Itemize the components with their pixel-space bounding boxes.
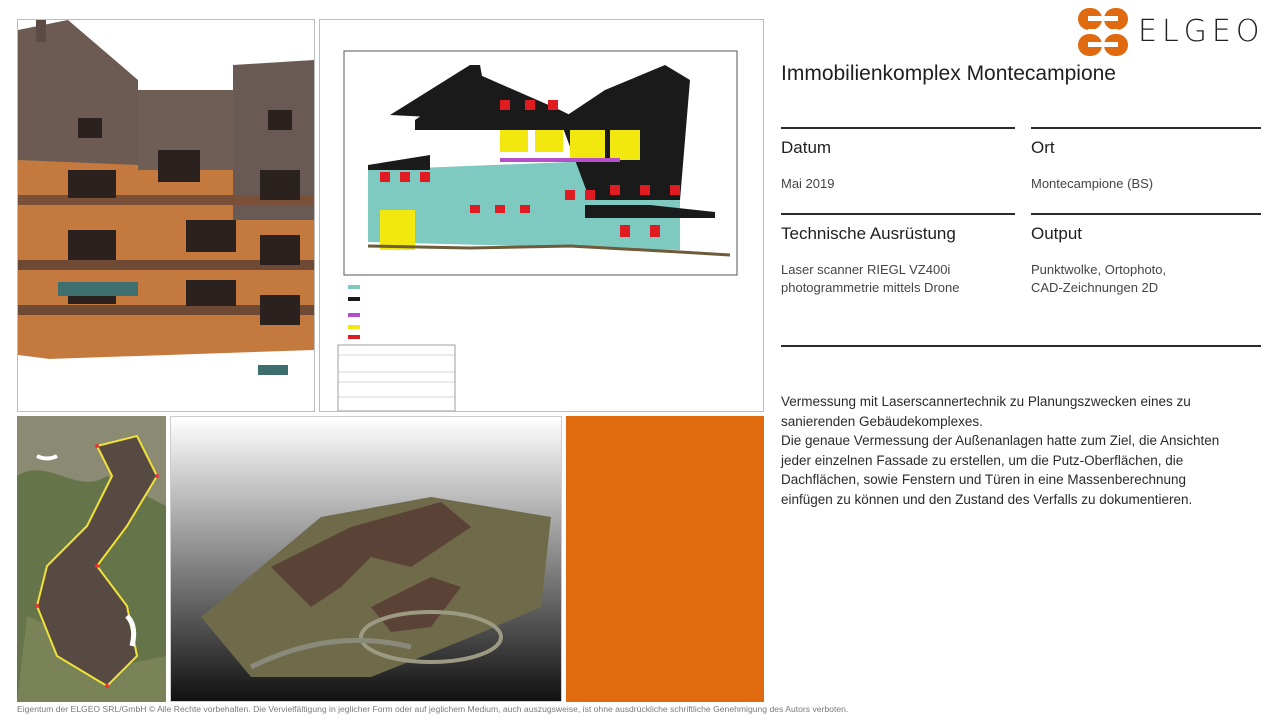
- output-value-line1: Punktwolke, Ortophoto,: [1031, 262, 1167, 277]
- divider: [1031, 213, 1261, 215]
- cad-facade-drawing: [319, 19, 764, 412]
- description-paragraph-2: Die genaue Vermessung der Außenanlagen hatte zum Ziel, die Ansichten jeder einzelnen Fassade zu erstellen, um die Putz-Oberflächen, die Dachflächen, sowie Fenstern und Türen in eine Massenberechnung einfügen zu können und den Zustand des Verfalls zu dokumentieren.: [781, 433, 1220, 507]
- divider: [1031, 127, 1261, 129]
- project-description: [781, 392, 1221, 509]
- output-label: Output: [1031, 224, 1083, 243]
- place-value: Montecampione (BS): [1031, 176, 1154, 191]
- description-paragraph-1: Vermessung mit Laserscannertechnik zu Planungszwecken eines zu sanierenden Gebäudekomplexes.: [781, 394, 1191, 429]
- equipment-value-line2: photogrammetrie mittels Drone: [781, 280, 960, 295]
- accent-block: [566, 416, 764, 702]
- date-value: Mai 2019: [781, 176, 835, 191]
- copyright-footer: Eigentum der ELGEO SRL/GmbH © Alle Rechte vorbehalten. Die Vervielfältigung in jeglicher Form oder auf jeglichem Medium, auch auszugsweise, ist ohne ausdrückliche schriftliche Genehmigung des Autors verboten.: [17, 704, 849, 714]
- divider: [781, 213, 1015, 215]
- equipment-value-line1: Laser scanner RIEGL VZ400i: [781, 262, 951, 277]
- aerial-orthophoto: [17, 416, 166, 702]
- date-label: Datum: [781, 138, 832, 157]
- divider: [781, 345, 1261, 347]
- point-cloud-render: [170, 416, 562, 702]
- page-title: Immobilienkomplex Montecampione: [781, 62, 1116, 85]
- facade-photo: [17, 19, 315, 412]
- equipment-label: Technische Ausrüstung: [781, 224, 956, 243]
- output-value-line2: CAD-Zeichnungen 2D: [1031, 280, 1159, 295]
- divider: [781, 127, 1015, 129]
- place-label: Ort: [1031, 138, 1055, 157]
- logo-wordmark: ELGEO: [1138, 14, 1265, 49]
